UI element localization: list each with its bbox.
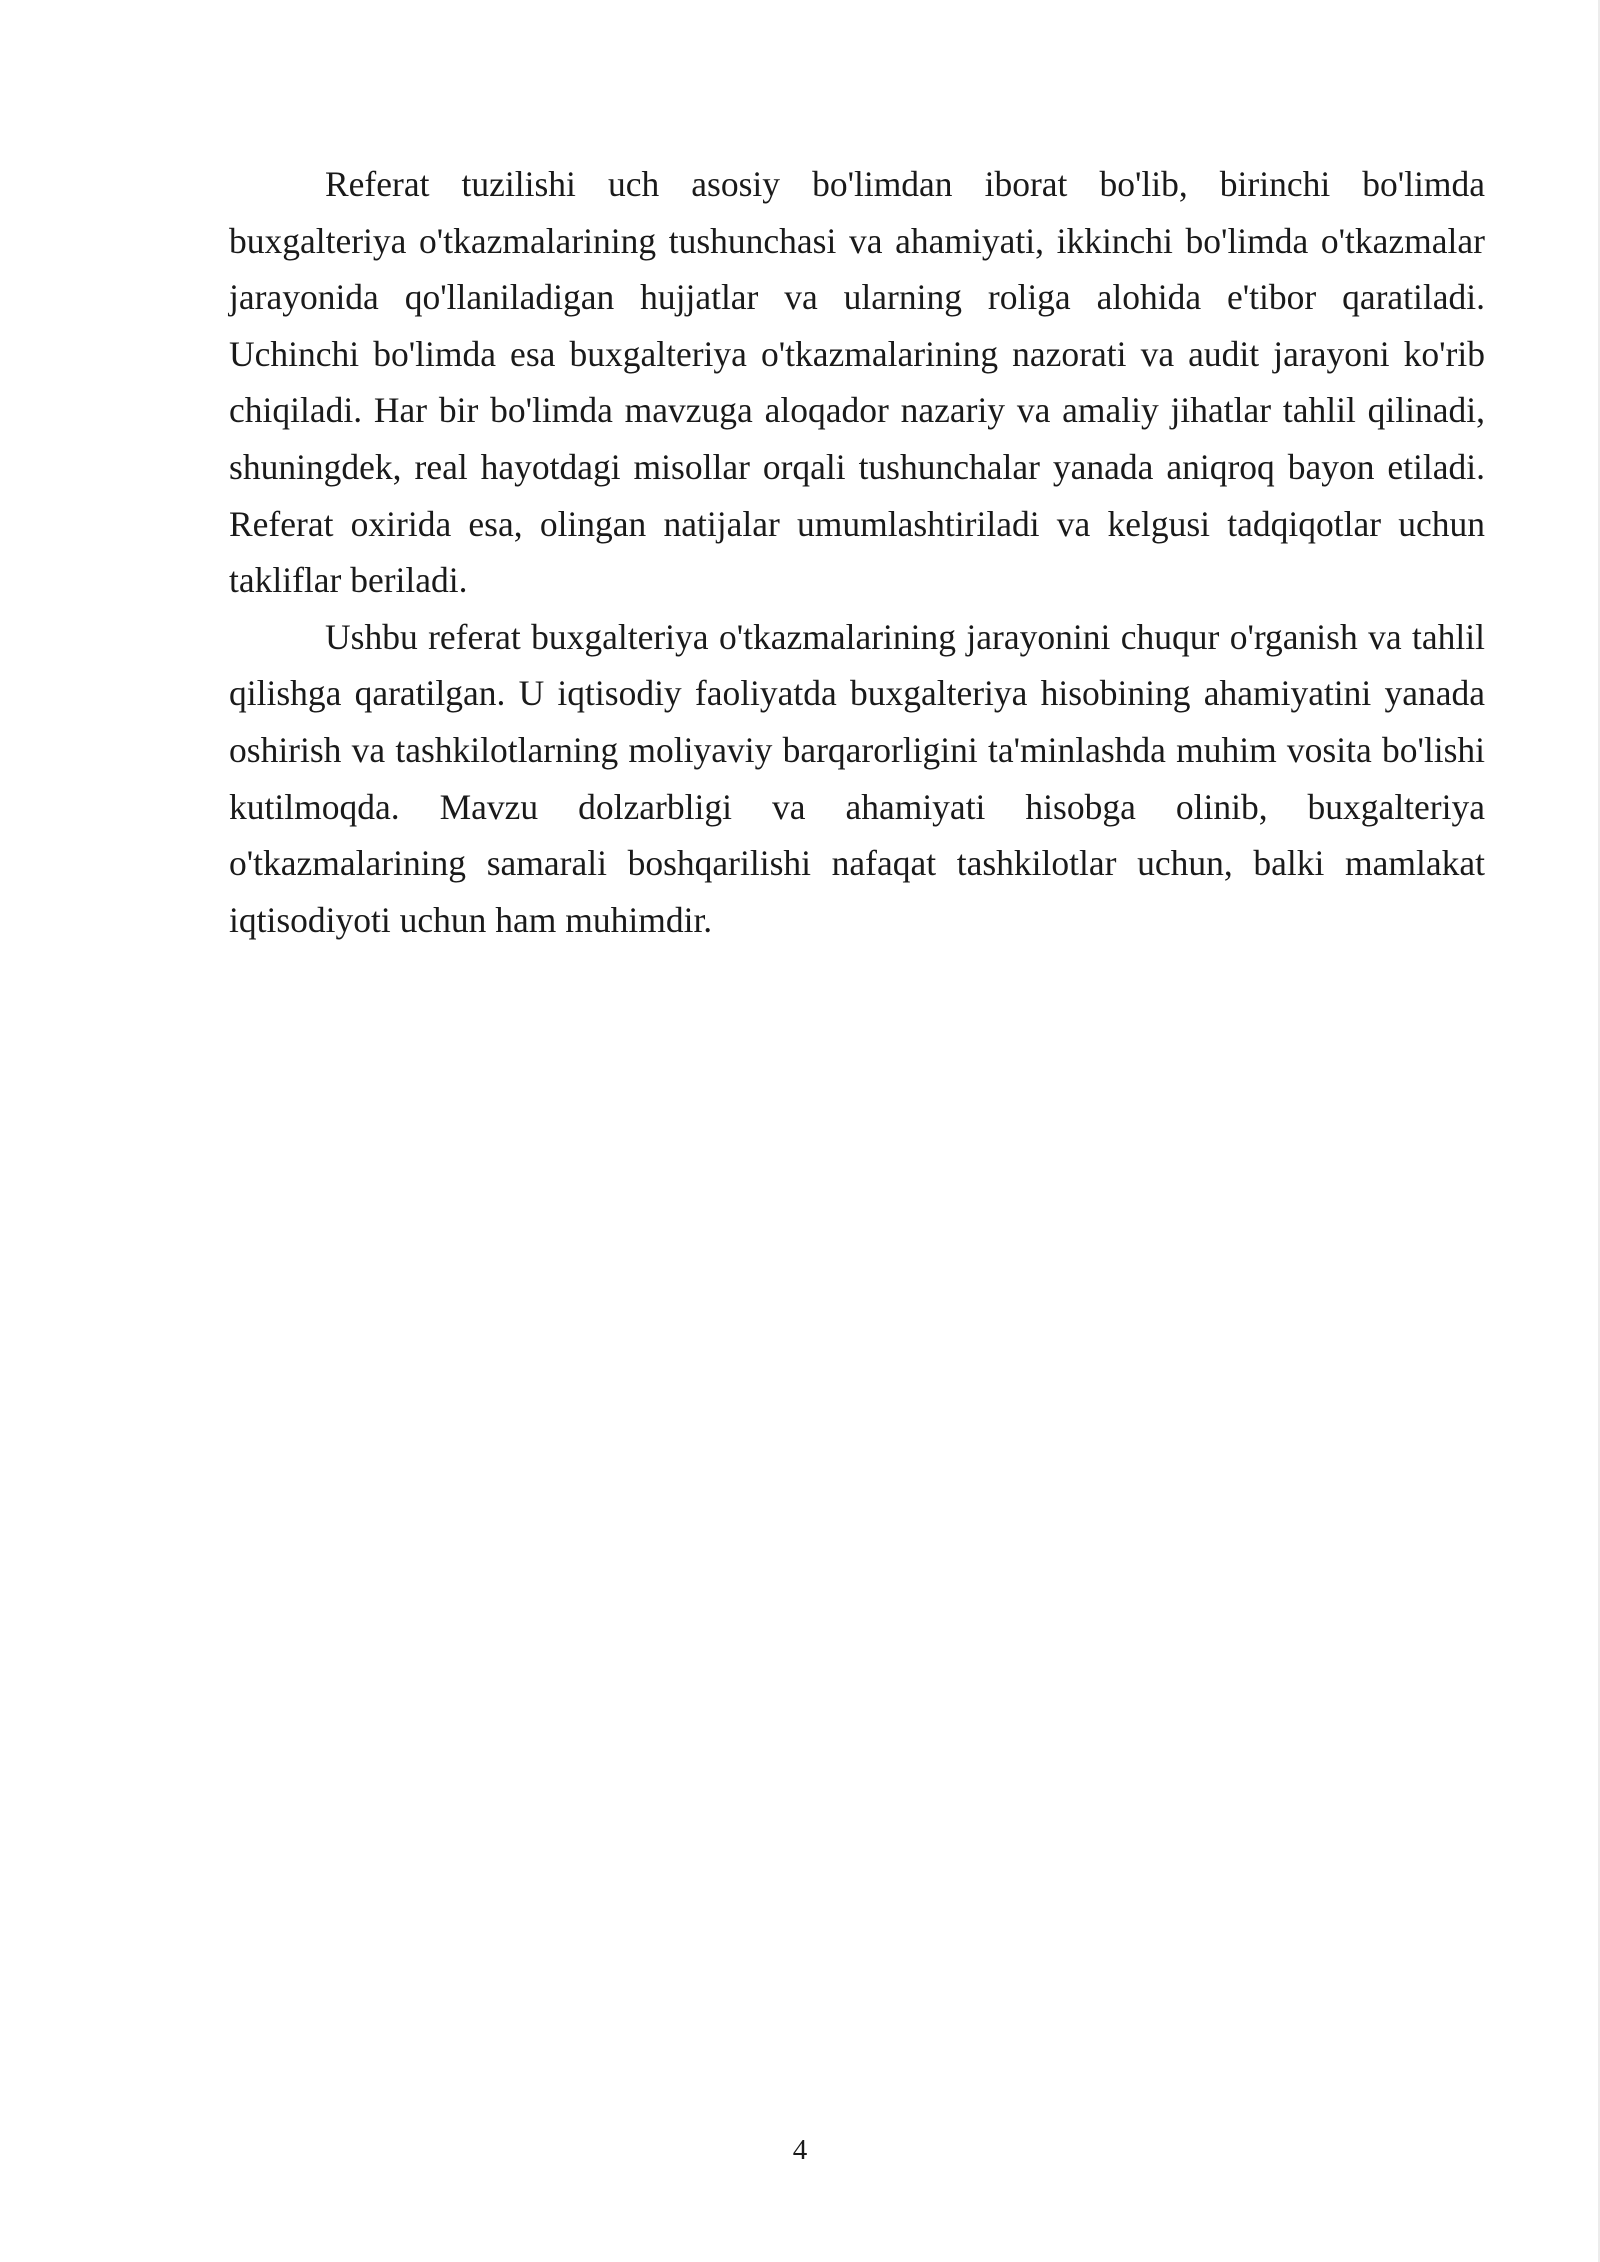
body-text: [229, 156, 1485, 948]
paragraph-purpose: Ushbu referat buxgalteriya o'tkazmalarining jarayonini chuqur o'rganish va tahlil qilishga qaratilgan. U iqtisodiy faoliyatda buxgalteriya hisobining ahamiyatini yanada oshirish va tashkilotlarning moliyaviy barqarorligini ta'minlashda muhim vosita bo'lishi kutilmoqda. Mavzu dolzarbligi va ahamiyati hisobga olinib, buxgalteriya o'tkazmalarining samarali boshqarilishi nafaqat tashkilotlar uchun, balki mamlakat iqtisodiyoti uchun ham muhimdir.: [229, 616, 1485, 940]
paragraph-structure: Referat tuzilishi uch asosiy bo'limdan iborat bo'lib, birinchi bo'limda buxgalteriya o'tkazmalarining tushunchasi va ahamiyati, ikkinchi bo'limda o'tkazmalar jarayonida qo'llaniladigan hujjatlar va ularning roliga alohida e'tibor qaratiladi. Uchinchi bo'limda esa buxgalteriya o'tkazmalarining nazorati va audit jarayoni ko'rib chiqiladi. Har bir bo'limda mavzuga aloqador nazariy va amaliy jihatlar tahlil qilinadi, shuningdek, real hayotdagi misollar orqali tushunchalar yanada aniqroq bayon etiladi. Referat oxirida esa, olingan natijalar umumlashtiriladi va kelgusi tadqiqotlar uchun takliflar beriladi.: [229, 164, 1485, 601]
page-number: 4: [792, 2134, 808, 2166]
